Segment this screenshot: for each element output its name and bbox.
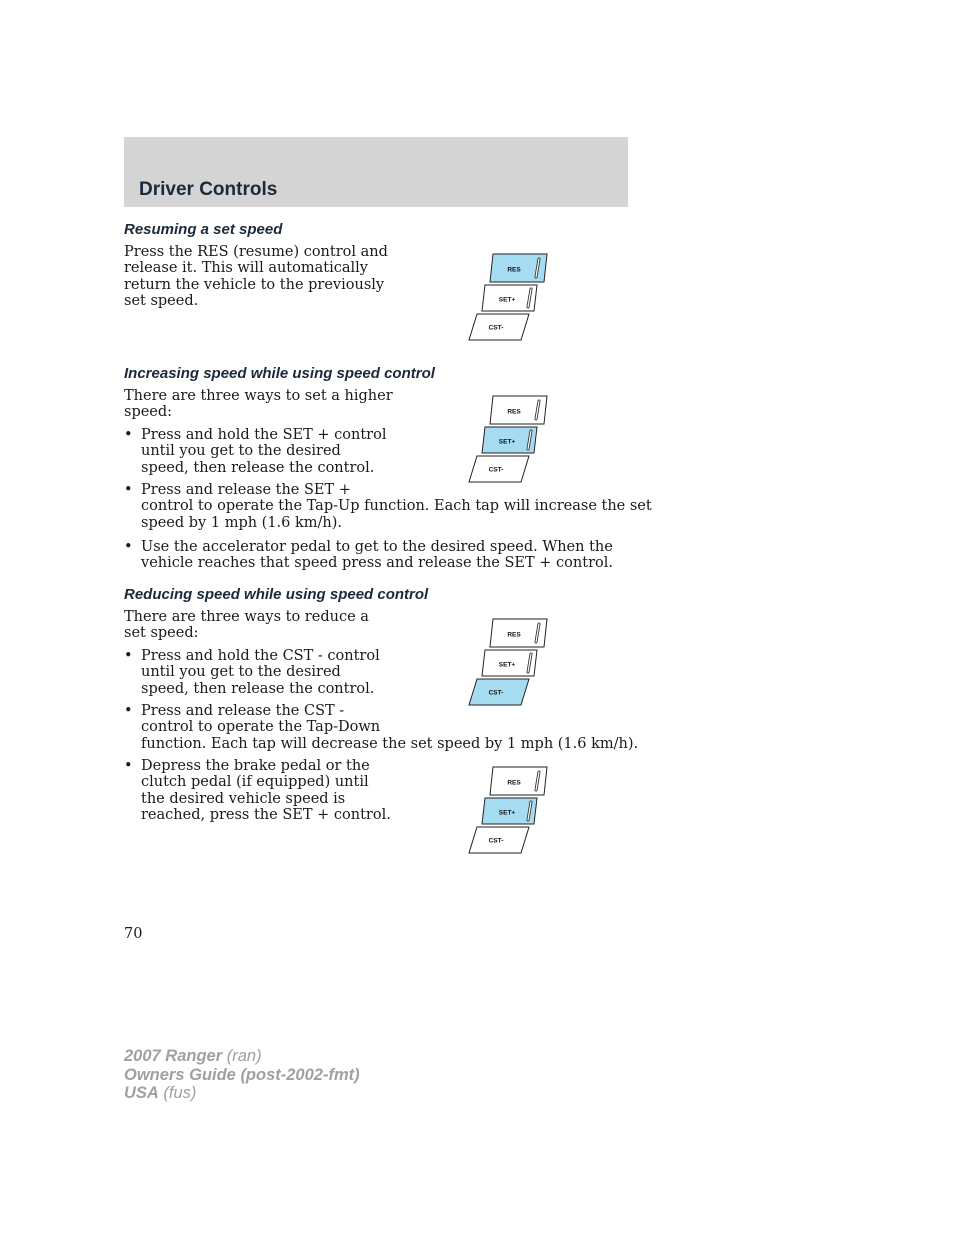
list-item: • Press and hold the SET + control until you get to the desired speed, then release the control. bbox=[124, 427, 387, 476]
res-label: RES bbox=[507, 408, 521, 416]
footer-line-1: 2007 Ranger (ran) bbox=[124, 1047, 262, 1065]
set-label: SET+ bbox=[498, 296, 516, 304]
list-item: • Press and release the CST - control to operate the Tap-Down function. Each tap will decrease the set speed by 1 mph (1.6 km/h). bbox=[124, 703, 639, 752]
res-label: RES bbox=[507, 266, 521, 274]
list-item: • Use the accelerator pedal to get to the desired speed. When the vehicle reaches that speed press and release the SET + control. bbox=[124, 539, 613, 572]
speed-control-diagram-cst bbox=[466, 617, 550, 707]
heading-reducing-speed: Reducing speed while using speed control bbox=[124, 586, 429, 603]
res-label: RES bbox=[507, 631, 521, 639]
bullet-icon: • bbox=[124, 427, 133, 443]
cst-label: CST- bbox=[488, 324, 504, 332]
speed-control-diagram-res bbox=[466, 252, 550, 342]
set-label: SET+ bbox=[498, 809, 516, 817]
cst-label: CST- bbox=[488, 689, 504, 697]
cst-label: CST- bbox=[488, 466, 504, 474]
set-label: SET+ bbox=[498, 661, 516, 669]
bullet-icon: • bbox=[124, 648, 133, 664]
list-item: • Press and hold the CST - control until you get to the desired speed, then release the control. bbox=[124, 648, 380, 697]
resume-paragraph: Press the RES (resume) control and release it. This will automatically return the vehicle to the previously set speed. bbox=[124, 244, 388, 310]
bullet-icon: • bbox=[124, 539, 133, 555]
heading-resuming-set-speed: Resuming a set speed bbox=[124, 221, 283, 238]
heading-increasing-speed: Increasing speed while using speed control bbox=[124, 365, 435, 382]
footer-line-2: Owners Guide (post-2002-fmt) bbox=[124, 1065, 360, 1084]
footer-line-3: USA (fus) bbox=[124, 1084, 197, 1102]
document-footer bbox=[124, 1047, 360, 1103]
list-item: • Press and release the SET + control to operate the Tap-Up function. Each tap will increase the set speed by 1 mph (1.6 km/h). bbox=[124, 482, 652, 531]
section-header-band bbox=[124, 137, 628, 207]
bullet-icon: • bbox=[124, 482, 133, 498]
speed-control-diagram-set-2 bbox=[466, 765, 550, 855]
page-title: Driver Controls bbox=[139, 179, 278, 200]
res-label: RES bbox=[507, 779, 521, 787]
speed-control-diagram-set bbox=[466, 394, 550, 484]
bullet-icon: • bbox=[124, 703, 133, 719]
increase-intro: There are three ways to set a higher speed: bbox=[124, 388, 393, 421]
page-number: 70 bbox=[124, 926, 143, 942]
reduce-intro: There are three ways to reduce a set speed: bbox=[124, 609, 369, 642]
cst-label: CST- bbox=[488, 837, 504, 845]
set-label: SET+ bbox=[498, 438, 516, 446]
bullet-icon: • bbox=[124, 758, 133, 774]
list-item: • Depress the brake pedal or the clutch pedal (if equipped) until the desired vehicle speed is reached, press the SET + control. bbox=[124, 758, 391, 824]
